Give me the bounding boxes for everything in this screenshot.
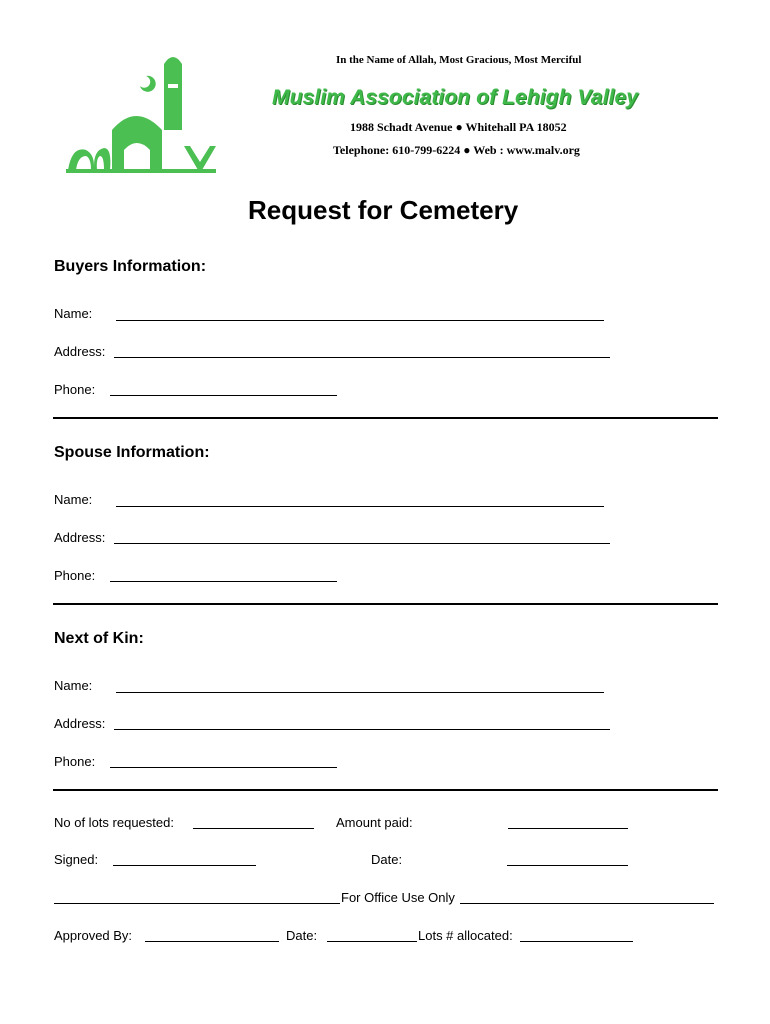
spouse-section-heading: Spouse Information: xyxy=(54,444,210,461)
buyer-section-heading: Buyers Information: xyxy=(54,258,207,275)
amount-paid-label: Amount paid: xyxy=(336,815,413,830)
buyer-phone-field[interactable] xyxy=(110,395,337,396)
approved-by-label: Approved By: xyxy=(54,928,133,943)
kin-section-heading: Next of Kin: xyxy=(54,630,144,647)
section-divider xyxy=(53,789,718,791)
lots-allocated-label: Lots # allocated: xyxy=(418,928,513,943)
spouse-address-label: Address: xyxy=(54,530,106,545)
signed-field[interactable] xyxy=(113,865,256,866)
signed-date-field[interactable] xyxy=(507,865,628,866)
spouse-name-label: Name: xyxy=(54,492,93,507)
office-date-field[interactable] xyxy=(327,941,417,942)
lots-allocated-field[interactable] xyxy=(520,941,633,942)
office-divider-right xyxy=(460,903,714,904)
spouse-name-field[interactable] xyxy=(116,506,604,507)
section-divider xyxy=(53,417,718,419)
mosque-logo-icon xyxy=(64,50,218,174)
lots-requested-field[interactable] xyxy=(193,828,314,829)
org-contact: Telephone: 610-799-6224 ● Web : www.malv.org xyxy=(333,143,580,157)
buyer-address-field[interactable] xyxy=(114,357,610,358)
signed-date-label: Date: xyxy=(371,852,403,867)
office-use-heading: For Office Use Only xyxy=(341,890,455,905)
buyer-name-field[interactable] xyxy=(116,320,604,321)
org-name: Muslim Association of Lehigh Valley xyxy=(272,86,639,109)
approved-by-field[interactable] xyxy=(145,941,279,942)
spouse-phone-label: Phone: xyxy=(54,568,96,583)
office-date-label: Date: xyxy=(286,928,318,943)
kin-name-field[interactable] xyxy=(116,692,604,693)
kin-address-label: Address: xyxy=(54,716,106,731)
buyer-name-label: Name: xyxy=(54,306,93,321)
kin-address-field[interactable] xyxy=(114,729,610,730)
buyer-address-label: Address: xyxy=(54,344,106,359)
office-divider-left xyxy=(54,903,340,904)
page-title: Request for Cemetery xyxy=(248,195,519,225)
amount-paid-field[interactable] xyxy=(508,828,628,829)
kin-phone-label: Phone: xyxy=(54,754,96,769)
lots-requested-label: No of lots requested: xyxy=(54,815,174,830)
section-divider xyxy=(53,603,718,605)
buyer-phone-label: Phone: xyxy=(54,382,96,397)
kin-phone-field[interactable] xyxy=(110,767,337,768)
spouse-phone-field[interactable] xyxy=(110,581,337,582)
kin-name-label: Name: xyxy=(54,678,93,693)
spouse-address-field[interactable] xyxy=(114,543,610,544)
header-tagline: In the Name of Allah, Most Gracious, Most Merciful xyxy=(336,54,582,66)
signed-label: Signed: xyxy=(54,852,99,867)
org-address: 1988 Schadt Avenue ● Whitehall PA 18052 xyxy=(350,120,567,134)
